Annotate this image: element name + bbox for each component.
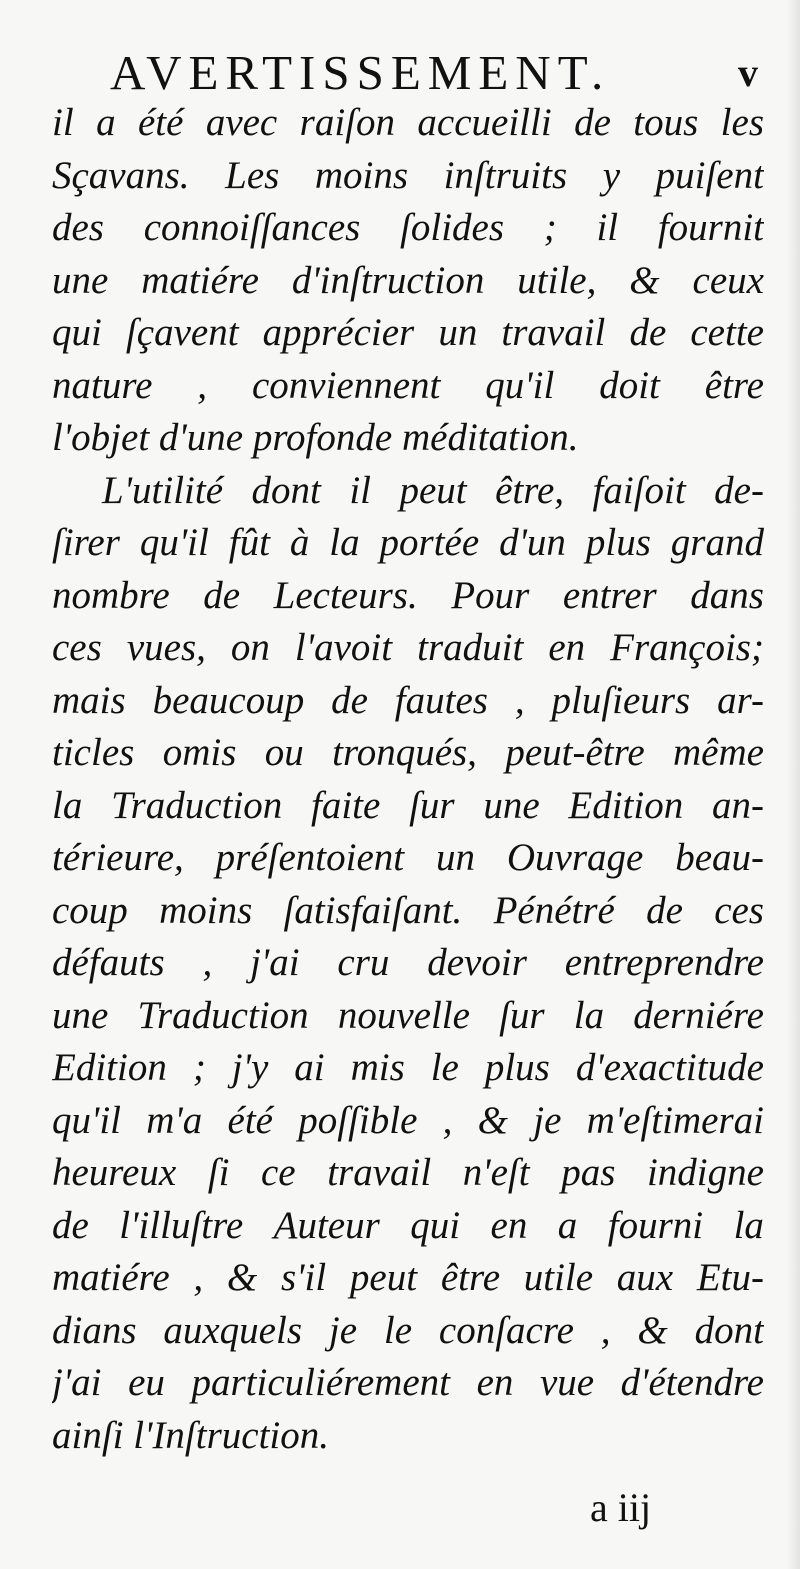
word: ai (294, 1046, 325, 1089)
word: le (383, 1308, 413, 1352)
word: de (574, 101, 611, 144)
word: dians (52, 1308, 137, 1352)
word: qu'il (485, 363, 555, 407)
word: Lecteurs. (273, 573, 418, 617)
word: & (477, 1098, 508, 1142)
word: cru (337, 941, 390, 984)
text-line (52, 1147, 764, 1200)
word: un (438, 311, 478, 354)
word: la (52, 783, 83, 827)
text-line (52, 885, 764, 938)
word: accueilli (417, 101, 552, 144)
word: , (193, 1256, 204, 1299)
body-text (52, 97, 764, 1462)
word: en (548, 626, 586, 669)
text-line (52, 412, 764, 465)
word: mais (52, 678, 126, 722)
running-title: AVERTISSEMENT. (110, 45, 611, 100)
word: raiſon (299, 101, 395, 144)
word: ; (192, 1046, 206, 1089)
word: j'ai (250, 941, 300, 984)
word: peut-être (505, 731, 645, 774)
word: Etu- (696, 1256, 764, 1299)
word: ſi (207, 1151, 230, 1194)
word: a (96, 101, 116, 144)
text-line (52, 622, 764, 675)
word: être (704, 363, 764, 407)
word: ; (543, 206, 557, 249)
word: ces (714, 888, 764, 932)
word: il (596, 206, 619, 249)
word: les (720, 101, 764, 144)
word: fourni (607, 1203, 704, 1247)
text-line (52, 1357, 764, 1410)
text-line (52, 465, 764, 518)
word: j'ai (52, 1361, 102, 1404)
word: coup (52, 888, 128, 932)
word: , (600, 1308, 611, 1352)
word: vue (539, 1361, 595, 1404)
word: vues, (126, 626, 206, 669)
word: mis (350, 1046, 405, 1089)
word: l'Inſtruction. (133, 1413, 330, 1457)
word: connoiſſances (143, 206, 361, 249)
word: plus (484, 1046, 550, 1089)
word: faiſoit (592, 468, 686, 512)
word: Pour (451, 573, 530, 617)
text-line (52, 937, 764, 990)
word: indigne (646, 1151, 764, 1194)
word: Edition (52, 1046, 167, 1089)
word: être, (495, 468, 565, 512)
word: inſtruits (443, 153, 568, 197)
word: poſſible (298, 1098, 418, 1142)
text-line (52, 727, 764, 780)
word: ou (264, 731, 304, 774)
word: & (629, 258, 660, 302)
word: puiſent (655, 153, 764, 197)
page-edge-shadow (786, 0, 800, 1569)
word: ceux (692, 258, 764, 302)
word: heureux (52, 1151, 177, 1194)
word: an- (711, 783, 764, 827)
text-line (52, 202, 764, 255)
word: Traduction (111, 783, 283, 827)
word: , (202, 941, 213, 984)
word: Edition (568, 783, 684, 827)
word: méditation. (401, 416, 579, 459)
word: de- (714, 468, 764, 512)
word: peut (399, 468, 467, 512)
word: dont (251, 468, 321, 512)
word: portée (379, 521, 480, 564)
word: des (52, 206, 104, 249)
word: l'objet (52, 416, 150, 459)
text-line (52, 1200, 764, 1253)
word: moins (159, 888, 253, 932)
word: qui (52, 311, 102, 354)
text-line (52, 780, 764, 833)
text-line (52, 570, 764, 623)
word: utile, (517, 258, 597, 302)
word: d'étendre (620, 1361, 764, 1404)
word: une (52, 993, 109, 1037)
word: ſur (499, 993, 545, 1037)
word: la (329, 521, 360, 564)
word: Sçavans. (52, 153, 190, 197)
word: cette (690, 311, 764, 354)
word: François; (610, 626, 764, 669)
text-line (52, 990, 764, 1043)
word: Auteur (273, 1203, 380, 1247)
word: plus (585, 521, 651, 564)
word: ticles (52, 731, 135, 774)
word: fautes (394, 678, 488, 722)
word: il (349, 468, 371, 512)
word: d'exactitude (575, 1046, 764, 1089)
text-line (52, 1042, 764, 1095)
word: nature (52, 363, 153, 407)
word: ar- (717, 678, 764, 722)
word: fût (228, 521, 270, 564)
word: eu (128, 1361, 165, 1404)
word: je (328, 1308, 358, 1352)
word: Traduction (137, 993, 309, 1037)
word: tous (633, 101, 699, 144)
word: m'eſtimerai (586, 1098, 764, 1142)
word: grand (670, 521, 764, 564)
text-line (52, 832, 764, 885)
word: ce (261, 1151, 296, 1194)
word: je (533, 1098, 562, 1142)
word: qui (410, 1203, 461, 1247)
word: y (602, 153, 621, 197)
text-line (52, 1095, 764, 1148)
word: omis (162, 731, 237, 774)
word: on (230, 626, 270, 669)
word: en (490, 1203, 528, 1247)
text-line (52, 517, 764, 570)
text-line (52, 1305, 764, 1358)
word: dans (690, 573, 764, 617)
word: , (197, 363, 208, 407)
word: une (483, 783, 540, 827)
word: travail (501, 311, 606, 354)
text-line (52, 360, 764, 413)
word: matiére (141, 258, 259, 302)
word: Les (225, 153, 280, 197)
text-line (52, 97, 764, 150)
word: utile (523, 1256, 594, 1299)
word: d'inſtruction (291, 258, 485, 302)
word: doit (599, 363, 660, 407)
text-line (52, 255, 764, 308)
word: Pénétré (493, 888, 615, 932)
word: , (442, 1098, 453, 1142)
word: conviennent (251, 363, 441, 407)
word: pluſieurs (551, 678, 691, 722)
word: il (52, 101, 74, 144)
word: matiére (52, 1256, 170, 1299)
word: peut (349, 1256, 418, 1299)
word: a (557, 1203, 578, 1247)
page-number: v (738, 50, 758, 95)
word: été (137, 101, 184, 144)
word: de (629, 311, 667, 354)
word: m'a (146, 1098, 203, 1142)
word: profonde (252, 416, 393, 459)
word: ſolides (400, 206, 505, 249)
word: traduit (417, 626, 524, 669)
word: , (514, 678, 525, 722)
word: avec (205, 101, 278, 144)
word: de (203, 573, 241, 617)
word: une (52, 258, 109, 302)
text-line (52, 675, 764, 728)
word: être (440, 1256, 500, 1299)
word: nombre (52, 573, 170, 617)
word: un (435, 836, 475, 879)
word: auxquels (163, 1308, 303, 1352)
word: la (573, 993, 605, 1037)
word: ces (52, 626, 102, 669)
word: particuliérement (191, 1361, 450, 1404)
text-line (52, 1252, 764, 1305)
word: Ouvrage (506, 836, 644, 879)
word: la (733, 1203, 764, 1247)
word: ſirer (52, 521, 120, 564)
word: entrer (562, 573, 657, 617)
word: préſentoient (215, 836, 405, 879)
word: l'avoit (294, 626, 393, 669)
word: moins (314, 153, 409, 197)
word: d'une (158, 416, 244, 459)
word: nouvelle (337, 993, 470, 1037)
word: tronqués, (332, 731, 477, 774)
word: qu'il (139, 521, 209, 564)
word: s'il (280, 1256, 327, 1299)
word: devoir (427, 941, 527, 984)
word: qu'il (52, 1098, 122, 1142)
word: l'illuſtre (119, 1203, 244, 1247)
word: & (226, 1256, 258, 1299)
word: aux (616, 1256, 674, 1299)
word: même (673, 731, 764, 774)
word: travail (327, 1151, 432, 1194)
word: ſatisfaiſant. (283, 888, 463, 932)
word: d'un (499, 521, 566, 564)
word: beaucoup (152, 678, 305, 722)
word: L'utilité (102, 468, 224, 512)
printer-signature: a iij (590, 1485, 652, 1530)
word: j'y (231, 1046, 269, 1089)
word: défauts (52, 941, 165, 984)
word: apprécier (262, 311, 415, 354)
word: dont (694, 1308, 764, 1352)
text-line (52, 1410, 764, 1463)
word: derniére (633, 993, 764, 1037)
text-line (52, 150, 764, 203)
word: pas (561, 1151, 616, 1194)
word: ſçavent (125, 311, 239, 354)
word: ſur (409, 783, 455, 827)
word: en (476, 1361, 514, 1404)
word: le (430, 1046, 459, 1089)
word: beau- (675, 836, 764, 879)
word: térieure, (52, 836, 184, 879)
word: de (52, 1203, 89, 1247)
word: de (646, 888, 683, 932)
word: fournit (657, 206, 764, 249)
word: conſacre (438, 1308, 574, 1352)
word: ainſi (52, 1413, 124, 1457)
word: faite (311, 783, 381, 827)
text-line (52, 307, 764, 360)
word: & (637, 1308, 668, 1352)
word: à (289, 521, 310, 564)
word: n'eſt (462, 1151, 530, 1194)
word: été (227, 1098, 273, 1142)
word: entreprendre (564, 941, 764, 984)
word: de (331, 678, 368, 722)
